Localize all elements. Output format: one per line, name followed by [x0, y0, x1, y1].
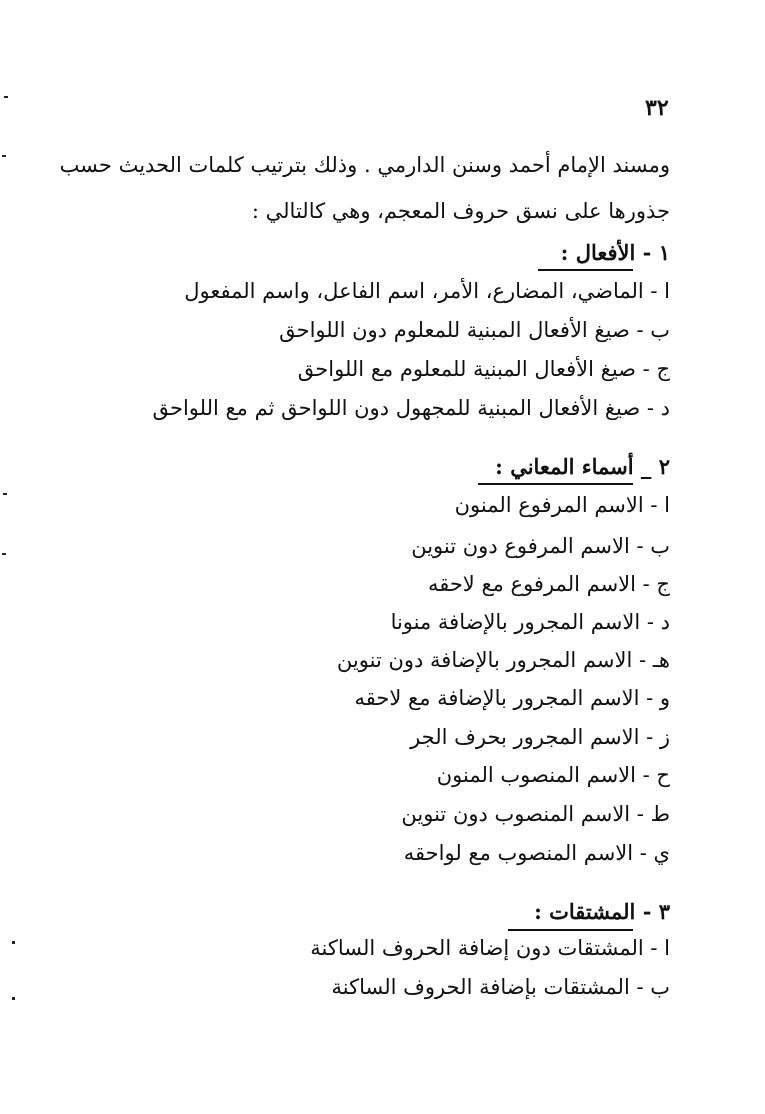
page-number: ٣٢ [645, 95, 669, 121]
scan-mark [12, 997, 15, 1000]
list-item: ا - الماضي، المضارع، الأمر، اسم الفاعل، واسم المفعول [184, 279, 670, 303]
list-item: ب - المشتقات بإضافة الحروف الساكنة [331, 975, 670, 999]
list-item: ج - صيغ الأفعال المبنية للمعلوم مع اللواحق [297, 357, 670, 381]
heading-underline [508, 929, 633, 931]
list-item: ي - الاسم المنصوب مع لواحقه [403, 841, 670, 865]
list-item: ا - الاسم المرفوع المنون [454, 493, 670, 517]
heading-underline [478, 483, 633, 485]
heading-underline [538, 269, 633, 271]
list-item: ب - صيغ الأفعال المبنية للمعلوم دون اللواحق [279, 318, 670, 342]
section-heading-verbs: ١ - الأفعال : [560, 240, 670, 265]
scan-mark [2, 553, 6, 555]
list-item: د - صيغ الأفعال المبنية للمجهول دون اللواحق ثم مع اللواحق [152, 396, 670, 420]
intro-line-2: جذورها على نسق حروف المعجم، وهي كالتالي : [251, 199, 670, 223]
list-item: د - الاسم المجرور بالإضافة منونا [390, 610, 670, 634]
list-item: ط - الاسم المنصوب دون تنوين [401, 802, 670, 826]
scan-mark [2, 155, 6, 157]
list-item: ج - الاسم المرفوع مع لاحقه [427, 572, 670, 596]
list-item: ح - الاسم المنصوب المنون [436, 763, 670, 787]
list-item: هـ - الاسم المجرور بالإضافة دون تنوين [336, 648, 670, 672]
intro-line-1: ومسند الإمام أحمد وسنن الدارمي . وذلك بترتيب كلمات الحديث حسب [59, 153, 670, 177]
scan-mark [4, 96, 8, 98]
section-heading-abstract-nouns: ٢ _ أسماء المعاني : [495, 454, 670, 479]
list-item: ا - المشتقات دون إضافة الحروف الساكنة [310, 936, 670, 960]
list-item: ب - الاسم المرفوع دون تنوين [411, 534, 670, 558]
scan-mark [12, 941, 15, 944]
list-item: و - الاسم المجرور بالإضافة مع لاحقه [354, 686, 670, 710]
section-heading-derivatives: ٣ - المشتقات : [534, 899, 670, 924]
scan-mark [3, 493, 7, 495]
list-item: ز - الاسم المجرور بحرف الجر [410, 725, 670, 749]
